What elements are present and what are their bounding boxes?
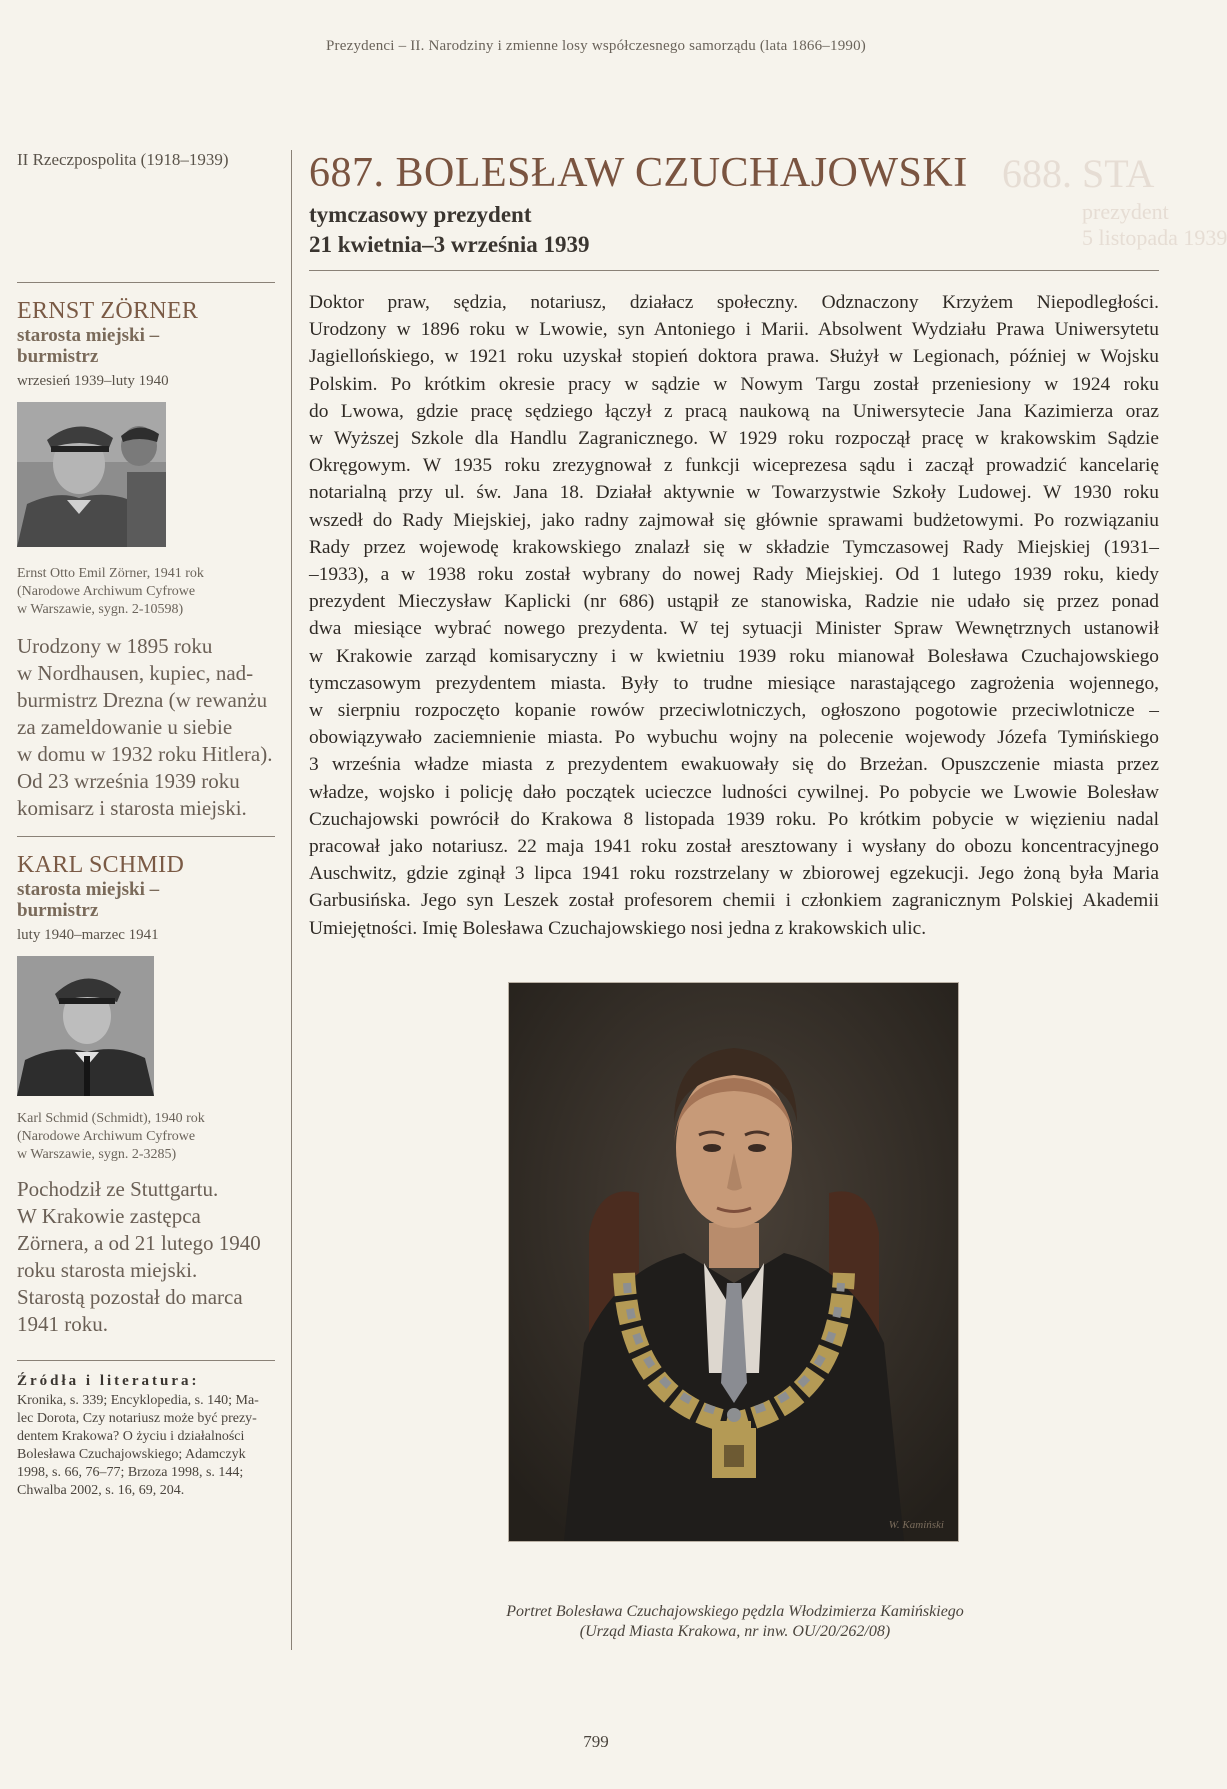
portrait-painting	[509, 983, 958, 1541]
body-line: Doktor praw, sędzia, notariusz, działacz społeczny. Odznaczony Krzyżem Niepodległości.	[309, 292, 1159, 313]
sources-line: Chwalba 2002, s. 16, 69, 204.	[17, 1483, 185, 1498]
caption-line: (Urząd Miasta Krakowa, nr inw. OU/20/262/08)	[579, 1623, 891, 1640]
person-bio	[17, 633, 275, 822]
photo-schmid	[17, 956, 154, 1096]
body-line: Rady przez wojewodę krakowskiego znalazł się w składzie Tymczasowej Rady Miejskiej (1931–	[309, 536, 1159, 558]
body-line: Auschwitz, gdzie zginął 3 lipca 1941 roku rozstrzelany w zbiorowej egzekucji. Jego żoną była Maria	[309, 863, 1159, 885]
caption-line: w Warszawie, sygn. 2-3285)	[17, 1147, 177, 1162]
bio-line: W Krakowie zastępca	[17, 1204, 201, 1228]
person-role: burmistrz	[17, 900, 99, 921]
person-name: ERNST ZÖRNER	[17, 298, 199, 324]
ghost-title: 688. STA	[1002, 151, 1155, 196]
bio-line: w Nordhausen, kupiec, nad-	[17, 661, 254, 685]
bio-line: burmistrz Drezna (w rewanżu	[17, 688, 268, 712]
sidebar	[17, 150, 275, 1500]
bio-line: w domu w 1932 roku Hitlera).	[17, 742, 273, 766]
article-body	[309, 289, 1159, 942]
photo-caption	[17, 1110, 275, 1164]
sources-line: 1998, s. 66, 76–77; Brzoza 1998, s. 144;	[17, 1465, 244, 1480]
person-dates: wrzesień 1939–luty 1940	[17, 373, 169, 389]
person-bio	[17, 1176, 275, 1338]
person-role: burmistrz	[17, 346, 99, 367]
bio-line: Urodzony w 1895 roku	[17, 634, 213, 658]
caption-line: Karl Schmid (Schmidt), 1940 rok	[17, 1111, 205, 1126]
body-line: Umiejętności. Imię Bolesława Czuchajowskiego nosi jedna z krakowskich ulic.	[309, 917, 927, 939]
person-role: starosta miejski –	[17, 879, 160, 900]
body-line: do Lwowa, gdzie pracę sędziego łączył z pracą naukową na Uniwersytecie Jana Kazimierza oraz	[309, 400, 1159, 422]
sources-line: Bolesława Czuchajowskiego; Adamczyk	[17, 1447, 246, 1462]
body-line: Czuchajowski powrócił do Krakowa 8 listopada 1939 roku. Po krótkim pobycie w więzieniu nadal	[309, 808, 1159, 830]
bio-line: Zörnera, a od 21 lutego 1940	[17, 1231, 261, 1255]
sources-line: dentem Krakowa? O życiu i działalności	[17, 1429, 245, 1444]
body-line: 3 września władze miasta z prezydentem ewakuowały się do Brzeżan. Opuszczenie miasta przez	[309, 754, 1159, 776]
caption-line: w Warszawie, sygn. 2-10598)	[17, 602, 184, 617]
body-line: w Wyższej Szkole dla Handlu Zagranicznego. W 1929 roku rozpoczął pracę w krakowskim Sądzie	[309, 428, 1159, 450]
body-line: władze, wojsko i policję dało początek ucieczce ludności cywilnej. Po pobycie we Lwowie Bolesław	[309, 781, 1159, 803]
caption-line: (Narodowe Archiwum Cyfrowe	[17, 1129, 196, 1144]
body-line: notarialną przy ul. św. Jana 18. Działał aktywnie w Towarzystwie Szkoły Ludowej. W 1930 roku	[309, 482, 1159, 504]
body-line: w Krakowie zarząd komisaryczny i w kwietniu 1939 roku mianował Bolesława Czuchajowskiego	[309, 645, 1159, 667]
bio-line: za zameldowanie u siebie	[17, 715, 233, 739]
period-label: II Rzeczpospolita (1918–1939)	[17, 150, 229, 169]
sources-line: lec Dorota, Czy notariusz może być prezy-	[17, 1411, 257, 1426]
caption-line: (Narodowe Archiwum Cyfrowe	[17, 584, 196, 599]
divider	[17, 836, 275, 837]
caption-line: Ernst Otto Emil Zörner, 1941 rok	[17, 566, 204, 581]
article-subtitle: tymczasowy prezydent	[309, 202, 532, 227]
person-card-zorner	[17, 297, 275, 822]
portrait-caption	[470, 1602, 1000, 1642]
body-line: wszedł do Rady Miejskiej, jako radny zajmował się głównie sprawami budżetowymi. Po rozwiązaniu	[309, 509, 1159, 531]
page-number: 799	[583, 1732, 609, 1751]
article-dates: 21 kwietnia–3 września 1939	[309, 232, 590, 257]
body-line: Garbusińska. Jego syn Leszek został profesorem chemii i członkiem zagranicznym Polskiej Akademii	[309, 890, 1159, 912]
bio-line: Starostą pozostał do marca	[17, 1285, 243, 1309]
body-line: Urodzony w 1896 roku w Lwowie, syn Antoniego i Marii. Absolwent Wydziału Prawa Uniwersytetu	[309, 319, 1159, 341]
ghost-line-2: prezydent	[1082, 199, 1169, 224]
divider	[17, 282, 275, 283]
person-role: starosta miejski –	[17, 325, 160, 346]
person-dates: luty 1940–marzec 1941	[17, 927, 159, 943]
portrait-image	[509, 983, 958, 1541]
bio-line: Pochodził ze Stuttgartu.	[17, 1177, 219, 1201]
photo-schmid-image	[17, 956, 154, 1096]
sources-line: Kronika, s. 339; Encyklopedia, s. 140; Ma-	[17, 1393, 259, 1408]
running-header: Prezydenci – II. Narodziny i zmienne losy współczesnego samorządu (lata 1866–1990)	[326, 38, 866, 54]
photo-zorner-image	[17, 402, 166, 547]
body-line: obowiązywało zaciemnienie miasta. Po wybuchu wojny na polecenie wojewody Józefa Tymińskiego	[309, 727, 1159, 749]
body-line: pracował jako notariusz. 22 maja 1941 roku został aresztowany i wysłany do obozu koncentracyjnego	[309, 836, 1159, 858]
photo-zorner	[17, 402, 166, 547]
photo-caption	[17, 565, 275, 619]
caption-line: Portret Bolesława Czuchajowskiego pędzla Włodzimierza Kamińskiego	[506, 1603, 964, 1620]
sources-section	[17, 1373, 275, 1500]
bio-line: komisarz i starosta miejski.	[17, 796, 247, 820]
body-line: Polskim. Po krótkim okresie pracy w sądzie w Nowym Targu został przeniesiony w 1924 roku	[309, 373, 1159, 395]
bio-line: roku starosta miejski.	[17, 1258, 198, 1282]
divider	[309, 270, 1159, 271]
body-line: Jagiellońskiego, w 1921 roku uzyskał stopień doktora prawa. Służył w Legionach, później w Wojsku	[309, 346, 1159, 368]
article-title: 687. BOLESŁAW CZUCHAJOWSKI	[309, 150, 968, 196]
body-line: Okręgowym. W 1935 roku zrezygnował z funkcji wiceprezesa sądu i zaczął prowadzić kancelarię	[309, 455, 1159, 477]
sources-list	[17, 1392, 275, 1500]
person-name: KARL SCHMID	[17, 852, 185, 878]
divider	[17, 1360, 275, 1361]
main-article	[309, 148, 1159, 942]
body-line: prezydent Mieczysław Kaplicki (nr 686) ustąpił ze stanowiska, Radzie nie udało się przez ponad	[309, 591, 1159, 613]
body-line: w sierpniu rozpoczęto kopanie rowów przeciwlotniczych, ogłoszono pogotowie przeciwlotnicze –	[309, 700, 1159, 722]
body-line: –1933), a w 1938 roku został wybrany do nowej Rady Miejskiej. Od 1 lutego 1939 roku, kiedy	[309, 564, 1159, 586]
column-rule	[291, 150, 292, 1650]
sources-title: Źródła i literatura:	[17, 1373, 200, 1389]
bio-line: 1941 roku.	[17, 1312, 108, 1336]
portrait-signature: W. Kamiński	[888, 1519, 944, 1531]
body-line: dwa miesiące wybrać nowego prezydenta. W tej sytuacji Minister Spraw Wewnętrznych ustanowił	[309, 618, 1159, 640]
body-line: tymczasowym prezydentem miasta. Były to trudne miesiące narastającego zagrożenia wojennego,	[309, 672, 1159, 694]
ghost-line-3: 5 listopada 1939	[1082, 225, 1227, 250]
bio-line: Od 23 września 1939 roku	[17, 769, 240, 793]
person-card-schmid	[17, 851, 275, 1338]
